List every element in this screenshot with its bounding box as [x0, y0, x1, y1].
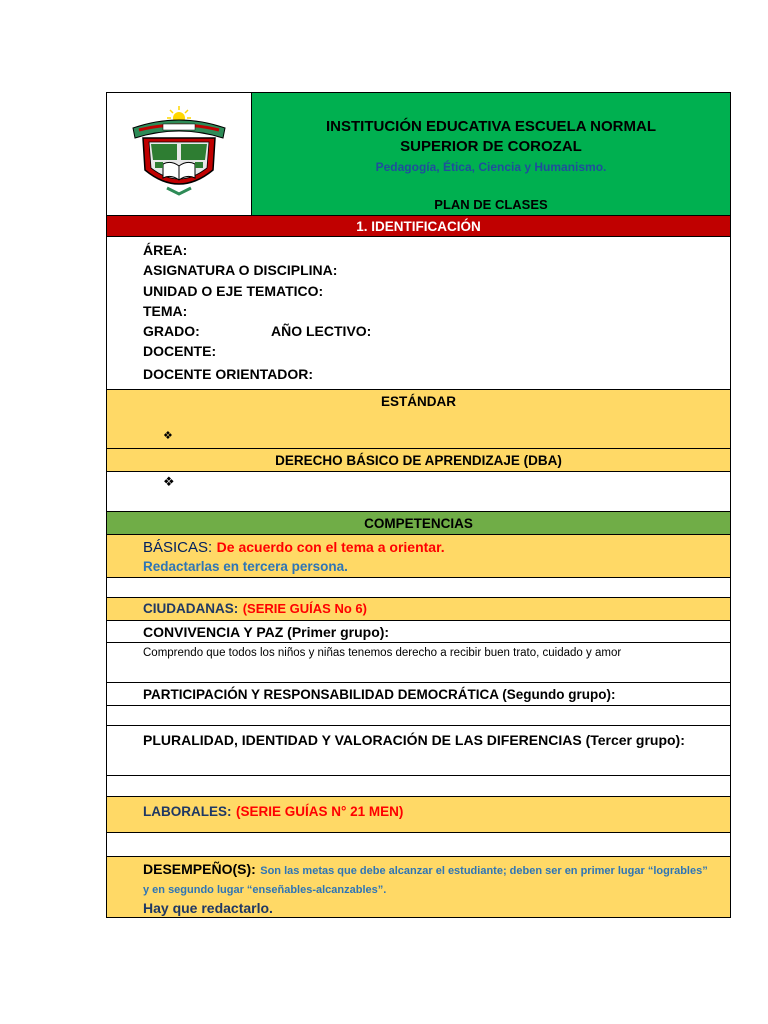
pluralidad-heading: PLURALIDAD, IDENTIDAD Y VALORACIÓN DE LAS DIFERENCIAS (Tercer grupo): [107, 726, 731, 776]
logo-cell [107, 93, 252, 216]
blank-row [107, 706, 731, 726]
participacion-heading: PARTICIPACIÓN Y RESPONSABILIDAD DEMOCRÁTICA (Segundo grupo): [107, 683, 731, 706]
basicas-section [107, 535, 731, 578]
docente-label: DOCENTE: [143, 343, 217, 360]
institution-title-line2: SUPERIOR DE COROZAL [400, 138, 582, 155]
area-label: ÁREA: [143, 242, 188, 258]
desempenos-section [107, 857, 731, 918]
basicas-label: BÁSICAS: [143, 539, 213, 556]
ciudadanas-section [107, 598, 731, 621]
school-crest-logo [127, 104, 231, 200]
ano-lectivo-label: AÑO LECTIVO: [271, 323, 372, 340]
estandar-heading: ESTÁNDAR [380, 394, 456, 409]
laborales-note: (SERIE GUÍAS N° 21 MEN) [235, 803, 404, 819]
desempenos-sub: Hay que redactarlo. [143, 900, 273, 916]
lesson-plan-table [106, 92, 731, 918]
header-cell [252, 93, 731, 216]
grado-row [143, 321, 730, 341]
tema-label: TEMA: [143, 302, 188, 319]
blank-row [107, 833, 731, 857]
identificacion-heading: 1. IDENTIFICACIÓN [107, 216, 731, 237]
basicas-sub: Redactarlas en tercera persona. [143, 559, 348, 574]
dba-content [107, 472, 731, 512]
grado-label: GRADO: [143, 323, 200, 340]
dba-bullet: ❖ [163, 474, 175, 489]
unidad-label: UNIDAD O EJE TEMATICO: [143, 282, 324, 299]
convivencia-heading: CONVIVENCIA Y PAZ (Primer grupo): [107, 621, 731, 643]
convivencia-text: Comprendo que todos los niños y niñas tenemos derecho a recibir buen trato, cuidado y amor [143, 647, 622, 659]
ciudadanas-note: (SERIE GUÍAS No 6) [242, 601, 367, 616]
plan-title: PLAN DE CLASES [434, 197, 548, 212]
convivencia-text-cell [107, 643, 731, 683]
basicas-note: De acuerdo con el tema a orientar. [216, 539, 445, 555]
docente-orientador-label: DOCENTE ORIENTADOR: [143, 365, 314, 382]
laborales-section [107, 797, 731, 833]
ciudadanas-label: CIUDADANAS: [143, 601, 239, 616]
asignatura-label: ASIGNATURA O DISCIPLINA: [143, 262, 338, 279]
blank-row [107, 776, 731, 797]
institution-title-line1: INSTITUCIÓN EDUCATIVA ESCUELA NORMAL [326, 118, 656, 135]
competencias-heading: COMPETENCIAS [107, 512, 731, 535]
estandar-section [107, 390, 731, 449]
basicas-line [143, 538, 730, 557]
identificacion-block [107, 237, 731, 390]
blank-row [107, 578, 731, 598]
laborales-label: LABORALES: [143, 803, 232, 819]
dba-heading: DERECHO BÁSICO DE APRENDIZAJE (DBA) [107, 449, 731, 472]
institution-motto: Pedagogía, Ética, Ciencia y Humanismo. [375, 160, 607, 174]
estandar-bullet: ❖ [163, 430, 173, 442]
desempenos-label: DESEMPEÑO(S): [143, 861, 256, 877]
desempenos-note: Son las metas que debe alcanzar el estudiante; deben ser en primer lugar “logrables” y en segundo lugar “enseñables-alcanzables”. [143, 865, 708, 896]
